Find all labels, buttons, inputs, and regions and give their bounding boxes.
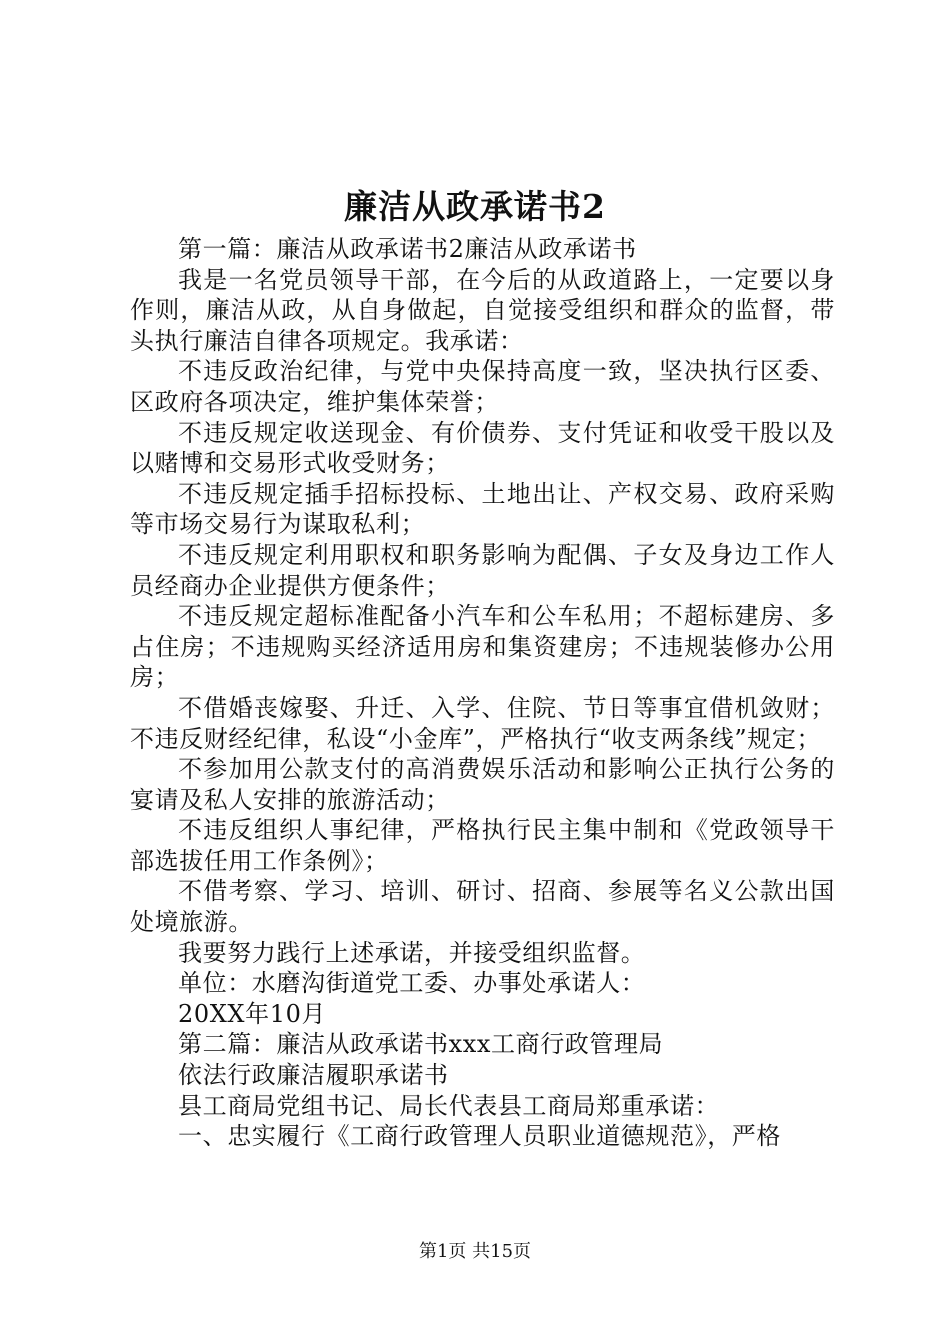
paragraph: 不借考察、学习、培训、研讨、招商、参展等名义公款出国处境旅游。 — [130, 877, 835, 937]
paragraph: 县工商局党组书记、局长代表县工商局郑重承诺： — [178, 1091, 720, 1120]
paragraph: 依法行政廉洁履职承诺书 — [178, 1061, 449, 1090]
paragraph: 不违反规定插手招标投标、土地出让、产权交易、政府采购等市场交易行为谋取私利； — [130, 479, 835, 539]
paragraph: 20XX年10月 — [178, 999, 327, 1028]
paragraph: 不违反政治纪律，与党中央保持高度一致，坚决执行区委、区政府各项决定，维护集体荣誉； — [130, 357, 835, 416]
page-footer: 第1页 共15页 — [418, 1241, 532, 1262]
paragraph: 不借婚丧嫁娶、升迁、入学、住院、节日等事宜借机敛财；不违反财经纪律，私设“小金库”，严格执行“收支两条线”规定； — [130, 693, 835, 753]
paragraph: 我要努力践行上述承诺，并接受组织监督。 — [178, 938, 646, 967]
paragraph: 不违反规定收送现金、有价债券、支付凭证和收受干股以及以赌博和交易形式收受财务； — [130, 418, 835, 478]
paragraph: 不违反规定利用职权和职务影响为配偶、子女及身边工作人员经商办企业提供方便条件； — [130, 540, 835, 600]
paragraph: 第一篇：廉洁从政承诺书2廉洁从政承诺书 — [178, 235, 637, 263]
paragraph: 我是一名党员领导干部，在今后的从政道路上，一定要以身作则，廉洁从政，从自身做起，自觉接受组织和群众的监督，带头执行廉洁自律各项规定。我承诺： — [130, 265, 835, 355]
paragraph: 不违反组织人事纪律，严格执行民主集中制和《党政领导干部选拔任用工作条例》； — [130, 816, 835, 875]
paragraph: 不参加用公款支付的高消费娱乐活动和影响公正执行公务的宴请及私人安排的旅游活动； — [130, 755, 835, 814]
paragraph: 第二篇：廉洁从政承诺书xxx工商行政管理局 — [178, 1030, 664, 1059]
paragraph: 单位：水磨沟街道党工委、办事处承诺人： — [178, 969, 646, 998]
page-title: 廉洁从政承诺书2 — [344, 187, 606, 226]
document-body — [130, 234, 835, 1152]
paragraph: 一、忠实履行《工商行政管理人员职业道德规范》，严格 — [178, 1122, 781, 1151]
paragraph: 不违反规定超标准配备小汽车和公车私用；不超标建房、多占住房；不违规购买经济适用房和集资建房；不违规装修办公用房； — [130, 602, 835, 692]
